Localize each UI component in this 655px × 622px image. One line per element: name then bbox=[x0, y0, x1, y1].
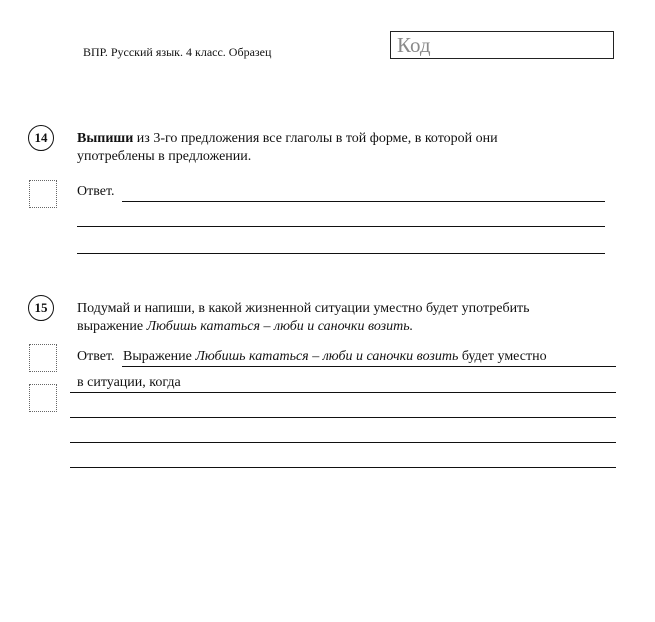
task-15-number: 15 bbox=[28, 295, 54, 321]
task-15-answer-label: Ответ. bbox=[77, 349, 115, 364]
code-field[interactable]: Код bbox=[390, 31, 614, 59]
task-14-number: 14 bbox=[28, 125, 54, 151]
task-14-bold-word: Выпиши bbox=[77, 131, 134, 146]
task-14-text-line2: употреблены в предложении. bbox=[77, 149, 252, 164]
task-14-answer-line-1[interactable] bbox=[122, 201, 605, 202]
task-15-text-prefix: выражение bbox=[77, 319, 147, 334]
task-15-text-line2 bbox=[77, 318, 611, 336]
task-15-answer-suffix: будет уместно bbox=[458, 349, 547, 364]
task-15-score-box-1[interactable] bbox=[29, 344, 57, 372]
task-15-answer-line-1[interactable] bbox=[122, 366, 616, 367]
task-15-answer-text-line2: в ситуации, когда bbox=[77, 375, 181, 390]
task-15-text-line1: Подумай и напиши, в какой жизненной ситуации уместно будет употребить bbox=[77, 301, 530, 316]
task-15-answer-line-2[interactable] bbox=[70, 392, 616, 393]
task-15-answer-line-3[interactable] bbox=[70, 417, 616, 418]
task-14-text-rest: из 3-го предложения все глаголы в той форме, в которой они bbox=[133, 131, 498, 146]
task-15-proverb: Любишь кататься – люби и саночки возить. bbox=[146, 319, 414, 334]
task-15-answer-proverb: Любишь кататься – люби и саночки возить bbox=[195, 349, 459, 364]
task-14-answer-label: Ответ. bbox=[77, 184, 115, 199]
task-14-text bbox=[77, 130, 611, 166]
task-14-text-line1 bbox=[77, 130, 611, 148]
task-15-answer-line-4[interactable] bbox=[70, 442, 616, 443]
task-14-score-box[interactable] bbox=[29, 180, 57, 208]
task-15-text bbox=[77, 300, 611, 336]
task-15-answer-line-5[interactable] bbox=[70, 467, 616, 468]
task-14-answer-line-3[interactable] bbox=[77, 253, 605, 254]
task-15-answer-text-line1 bbox=[123, 349, 547, 365]
task-15-score-box-2[interactable] bbox=[29, 384, 57, 412]
task-15-answer-prefix: Выражение bbox=[123, 349, 196, 364]
task-14-answer-line-2[interactable] bbox=[77, 226, 605, 227]
page-header-title: ВПР. Русский язык. 4 класс. Образец bbox=[83, 45, 272, 59]
